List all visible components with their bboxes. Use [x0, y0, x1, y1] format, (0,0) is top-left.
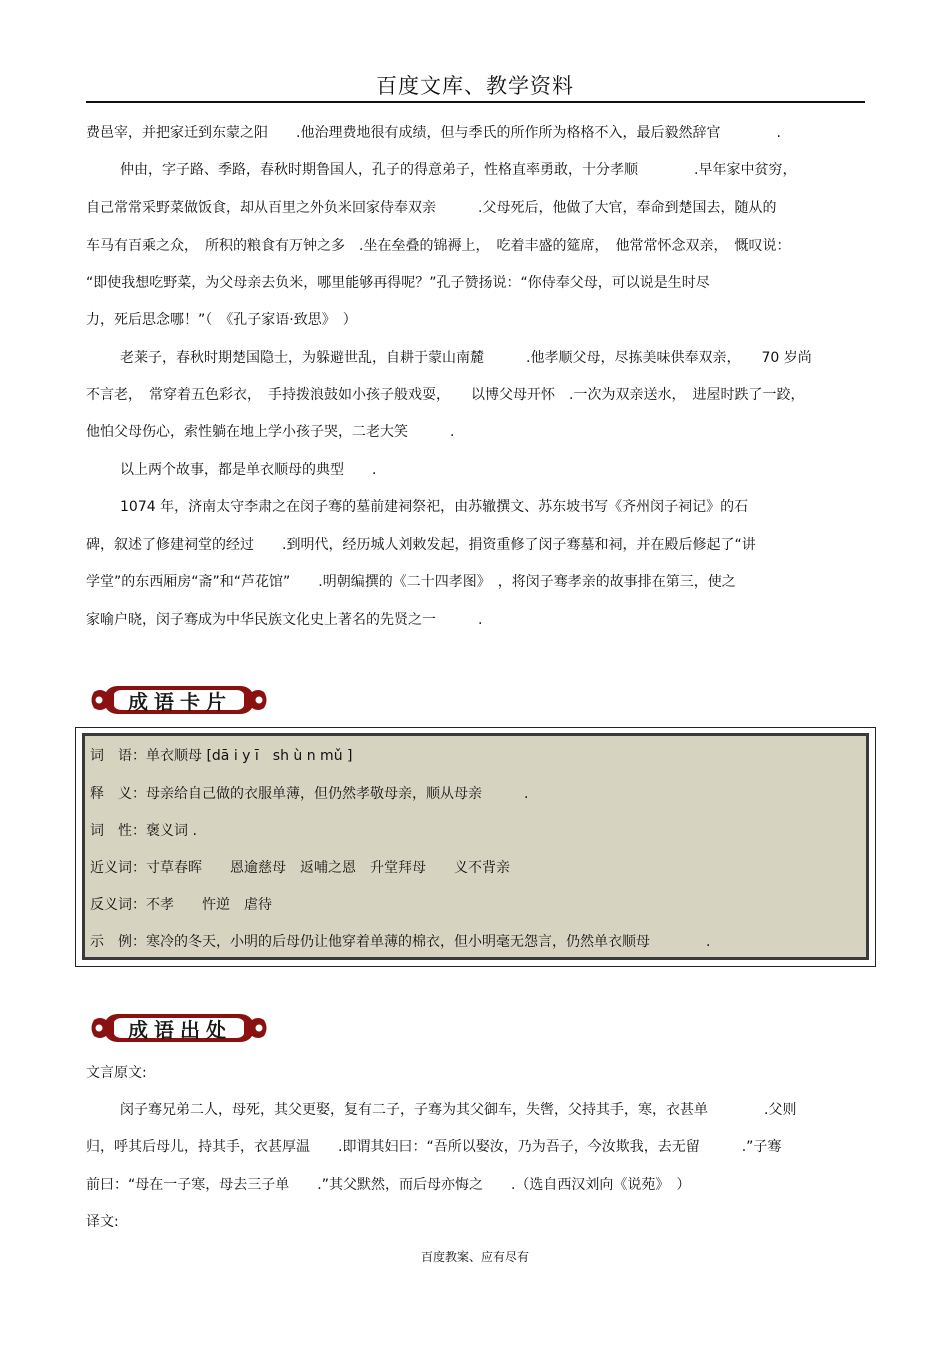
source-line: 归，呼其后母儿，持其手，衣甚厚温 .即谓其妇曰：“吾所以娶汝，乃为吾子，今汝欺我，去无留 .”子骞 — [86, 1139, 782, 1155]
header-rule — [86, 101, 865, 103]
passage-line: 碑，叙述了修建祠堂的经过 .到明代，经历城人刘敕发起，捐资重修了闵子骞墓和祠，并在殿后修起了“讲 — [86, 537, 756, 553]
passage-line: 自己常常采野菜做饭食，却从百里之外负米回家侍奉双亲 .父母死后，他做了大官，奉命到楚国去，随从的 — [86, 200, 777, 216]
card-part-of-speech: 词 性：褒义词 . — [90, 823, 197, 839]
idiom-card — [75, 727, 876, 967]
passage-line: 学堂”的东西厢房“斋”和“芦花馆” .明朝编撰的《二十四孝图》 ，将闵子骞孝亲的故事排在第三，使之 — [86, 574, 736, 590]
idiom-source-banner — [88, 1008, 270, 1048]
passage-line: 仲由，字子路、季路，春秋时期鲁国人，孔子的得意弟子，性格直率勇敢，十分孝顺 .早年家中贫穷， — [120, 162, 797, 178]
page-footer: 百度教案、应有尽有 — [420, 1250, 529, 1264]
card-meaning: 释 义：母亲给自己做的衣服单薄，但仍然孝敬母亲，顺从母亲 . — [90, 786, 529, 802]
passage-line: 以上两个故事，都是单衣顺母的典型 . — [120, 462, 377, 478]
passage-line: “即使我想吃野菜，为父母亲去负米，哪里能够再得呢？”孔子赞扬说：“你侍奉父母，可以说是生时尽 — [86, 275, 710, 291]
passage-line: 1074 年，济南太守李肃之在闵子骞的墓前建祠祭祀，由苏辙撰文、苏东坡书写《齐州闵子祠记》的石 — [120, 499, 749, 515]
idiom-card-banner — [88, 680, 270, 720]
source-label: 文言原文: — [86, 1065, 147, 1081]
passage-line: 家喻户晓，闵子骞成为中华民族文化史上著名的先贤之一 . — [86, 612, 483, 628]
passage-line: 不言老， 常穿着五色彩衣， 手持拨浪鼓如小孩子般戏耍， 以博父母开怀 .一次为双亲送水， 进屋时跌了一跤， — [86, 387, 805, 403]
card-term: 词 语：单衣顺母 [dā i y ī sh ù n mǔ ] — [90, 748, 353, 764]
source-line: 闵子骞兄弟二人，母死，其父更娶，复有二子，子骞为其父御车，失辔，父持其手，寒，衣甚单 .父则 — [120, 1102, 797, 1118]
page-header-title: 百度文库、教学资料 — [376, 74, 574, 98]
card-example: 示 例：寒冷的冬天，小明的后母仍让他穿着单薄的棉衣，但小明毫无怨言，仍然单衣顺母 . — [90, 934, 711, 950]
passage-line: 他怕父母伤心，索性躺在地上学小孩子哭，二老大笑 . — [86, 424, 455, 440]
passage-line: 老莱子，春秋时期楚国隐士，为躲避世乱，自耕于蒙山南麓 .他孝顺父母，尽拣美味供奉双亲， 70 岁尚 — [120, 350, 812, 366]
card-synonyms: 近义词：寸草春晖 恩逾慈母 返哺之恩 升堂拜母 义不背亲 — [90, 860, 510, 876]
idiom-source-banner-title: 成语出处 — [128, 1018, 232, 1042]
idiom-card-panel — [82, 733, 869, 960]
source-line: 前曰：“母在一子寒，母去三子单 .”其父默然，而后母亦悔之 .（选自西汉刘向《说苑》 ） — [86, 1177, 691, 1193]
passage-line: 费邑宰，并把家迁到东蒙之阳 .他治理费地很有成绩，但与季氏的所作所为格格不入，最后毅然辞官 . — [86, 125, 781, 141]
passage-line: 车马有百乘之众， 所积的粮食有万钟之多 .坐在垒叠的锦褥上， 吃着丰盛的筵席， 他常常怀念双亲， 慨叹说： — [86, 238, 791, 254]
idiom-card-banner-title: 成语卡片 — [128, 690, 232, 714]
card-antonyms: 反义词：不孝 忤逆 虐待 — [90, 897, 272, 913]
translation-label: 译文: — [86, 1214, 119, 1230]
passage-line: 力，死后思念哪！”（ 《孔子家语·致思》 ） — [86, 312, 357, 328]
